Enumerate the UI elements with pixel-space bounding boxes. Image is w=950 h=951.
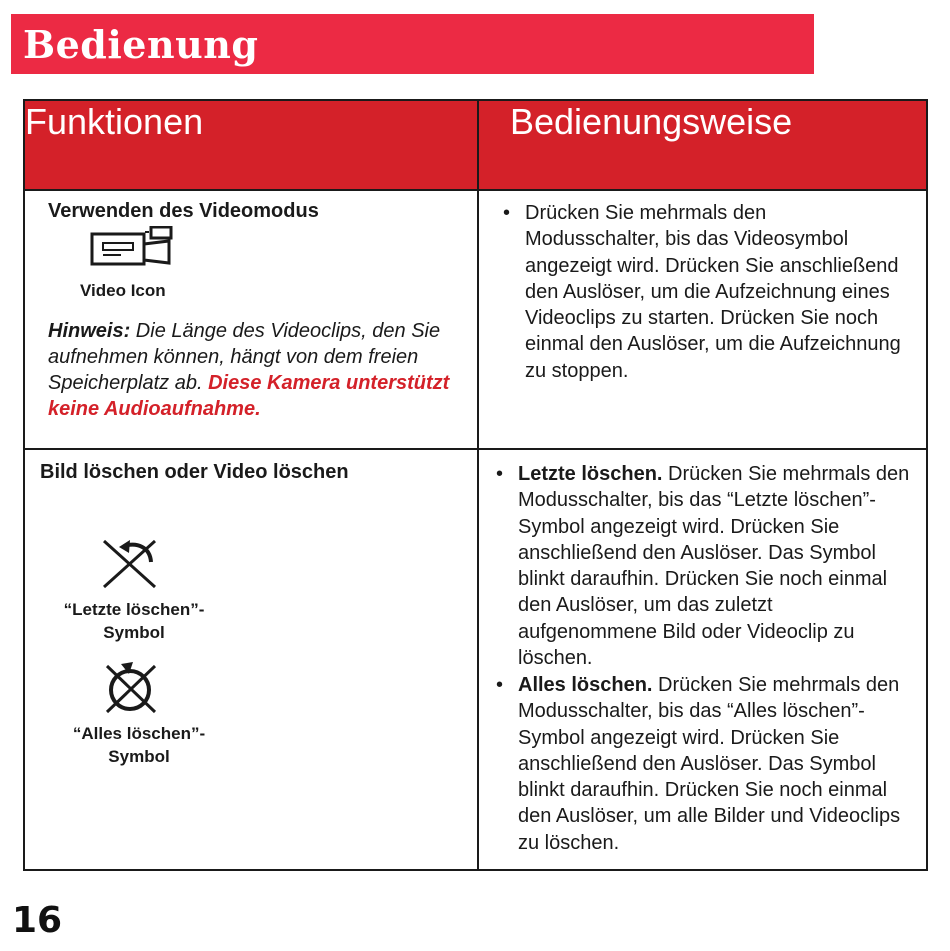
video-camera-icon bbox=[89, 226, 179, 268]
delete-title: Bild löschen oder Video löschen bbox=[40, 461, 349, 483]
note-lead: Hinweis: bbox=[48, 320, 131, 342]
page-number: 16 bbox=[12, 900, 63, 941]
delete-all-instructions bbox=[496, 672, 911, 856]
video-instructions bbox=[503, 200, 905, 384]
video-note bbox=[48, 318, 458, 422]
delete-last-icon bbox=[101, 537, 161, 591]
column-header-operation: Bedienungsweise bbox=[478, 100, 927, 190]
video-icon-label: Video Icon bbox=[80, 281, 166, 300]
column-header-functions: Funktionen bbox=[24, 100, 478, 190]
video-function-cell bbox=[24, 190, 478, 449]
functions-table bbox=[23, 99, 928, 871]
no-audio-warning: Diese Kamera unterstützt keine Audioaufnahme. bbox=[48, 372, 450, 420]
delete-all-label: “Alles löschen”- Symbol bbox=[72, 724, 206, 766]
page-title: Bedienung bbox=[23, 22, 259, 67]
delete-all-icon bbox=[101, 660, 161, 716]
delete-all-lead: Alles löschen. bbox=[518, 674, 653, 696]
delete-last-instructions bbox=[496, 461, 911, 671]
delete-last-text: Drücken Sie mehrmals den Modusschalter, bis das “Letzte löschen”-Symbol angezeigt wird. Drücken Sie anschließend den Auslöser. Das Symbol blinkt daraufhin. Drücken Sie noch einmal den Auslöser, um das zuletzt aufgenommene Bild oder Videoclip zu löschen. bbox=[518, 463, 910, 670]
table-row-video bbox=[24, 190, 927, 449]
title-banner bbox=[11, 14, 814, 74]
delete-all-text: Drücken Sie mehrmals den Modusschalter, bis das “Alles löschen”-Symbol angezeigt wird. Drücken Sie anschließend den Auslöser. Das Symbol blinkt daraufhin. Drücken Sie noch einmal den Auslöser, um alle Bilder und Videoclips zu löschen. bbox=[518, 674, 901, 854]
delete-operation-cell bbox=[478, 449, 927, 870]
video-mode-title: Verwenden des Videomodus bbox=[48, 200, 319, 222]
video-instructions-text: Drücken Sie mehrmals den Modusschalter, bis das Videosymbol angezeigt wird. Drücken Sie anschließend den Auslöser, um die Aufzeichnung eines Videoclips zu starten. Drücken Sie noch einmal den Auslöser, um die Aufzeichnung zu stoppen. bbox=[525, 202, 901, 382]
bullet-dot: • bbox=[496, 674, 504, 696]
bullet-dot: • bbox=[496, 463, 504, 485]
delete-function-cell bbox=[24, 449, 478, 870]
video-operation-cell bbox=[478, 190, 927, 449]
bullet-dot: • bbox=[503, 202, 511, 224]
delete-last-lead: Letzte löschen. bbox=[518, 463, 663, 485]
note-text: Die Länge des Videoclips, den Sie aufnehmen können, hängt von dem freien Speicherplatz ab. bbox=[48, 320, 441, 394]
table-row-delete bbox=[24, 449, 927, 870]
delete-last-label: “Letzte löschen”- Symbol bbox=[63, 600, 205, 642]
